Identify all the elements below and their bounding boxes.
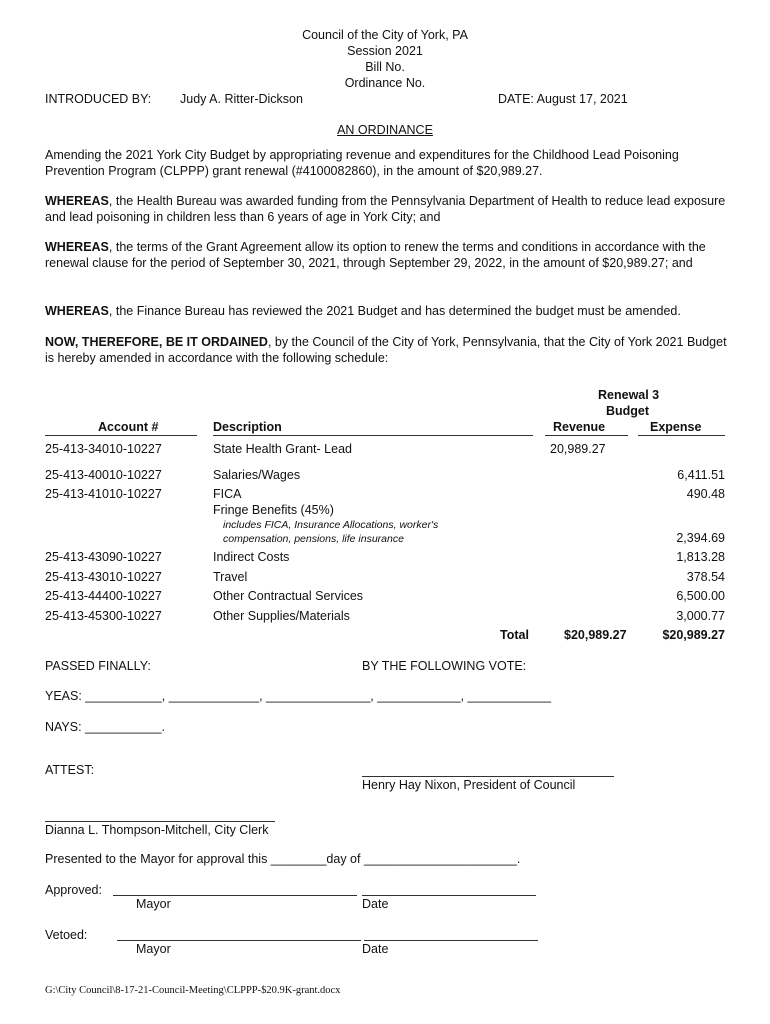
passed-finally-label: PASSED FINALLY: — [45, 659, 151, 673]
header-rule — [638, 435, 725, 436]
introduced-by-label: INTRODUCED BY: — [45, 92, 152, 106]
account-cell: 25-413-44400-10227 — [45, 589, 162, 603]
ordained-text: , by the Council of the City of York, Pennsylvania, that the City of York 2021 Budget is hereby amended in accordance with the following schedule: — [45, 335, 727, 365]
header-rule — [545, 435, 628, 436]
date-label: Date — [362, 897, 389, 911]
attest-label: ATTEST: — [45, 763, 95, 777]
council-heading: Council of the City of York, PA — [302, 28, 468, 42]
vetoed-date-line — [364, 940, 538, 941]
expense-cell: 378.54 — [686, 570, 725, 584]
col-header-account: Account # — [98, 420, 159, 434]
clerk-signature-line — [45, 821, 275, 822]
description-cell: Fringe Benefits (45%) — [213, 503, 334, 517]
mayor-label: Mayor — [136, 942, 171, 956]
fringe-amount: 2,394.69 — [676, 531, 725, 545]
fringe-note: compensation, pensions, life insurance — [223, 533, 404, 545]
table-row — [45, 503, 725, 519]
expense-cell: 490.48 — [686, 487, 725, 501]
presented-to-mayor: Presented to the Mayor for approval this ________day of ______________________. — [45, 852, 521, 866]
total-expense: $20,989.27 — [662, 628, 725, 642]
whereas-lead: WHEREAS — [45, 194, 109, 208]
whereas-text: , the terms of the Grant Agreement allow its option to renew the terms and conditions in accordance with the renewal clause for the period of September 30, 2021, through September 29, 2022, in the amount of $20,989.27; and — [45, 240, 706, 270]
clerk-name: Dianna L. Thompson-Mitchell, City Clerk — [45, 823, 269, 837]
total-label: Total — [500, 628, 529, 642]
whereas-paragraph-1 — [45, 193, 730, 225]
table-row — [45, 468, 725, 484]
ordinance-date: DATE: August 17, 2021 — [498, 92, 628, 106]
vetoed-label: Vetoed: — [45, 928, 88, 942]
description-cell: Travel — [213, 570, 248, 584]
description-cell: State Health Grant- Lead — [213, 442, 352, 456]
ordained-lead: NOW, THEREFORE, BE IT ORDAINED — [45, 335, 268, 349]
account-cell: 25-413-43090-10227 — [45, 550, 162, 564]
session-line: Session 2021 — [347, 44, 423, 58]
document-title: AN ORDINANCE — [337, 123, 433, 137]
expense-cell: 6,411.51 — [677, 468, 725, 482]
table-row — [45, 570, 725, 586]
ordained-paragraph — [45, 334, 730, 366]
president-name: Henry Hay Nixon, President of Council — [362, 778, 576, 792]
whereas-paragraph-3 — [45, 303, 730, 319]
table-row — [45, 442, 725, 458]
by-vote-label: BY THE FOLLOWING VOTE: — [362, 659, 527, 673]
renewal-header: Renewal 3 — [598, 388, 660, 402]
bill-line: Bill No. — [365, 60, 405, 74]
description-cell: Indirect Costs — [213, 550, 290, 564]
expense-cell: 1,813.28 — [676, 550, 725, 564]
ordinance-summary: Amending the 2021 York City Budget by appropriating revenue and expenditures for the Childhood Lead Poisoning Prevention Program (CLPPP) grant renewal (#4100082860), in the amount of $20,989.27. — [45, 148, 679, 178]
description-cell: Other Supplies/Materials — [213, 609, 350, 623]
description-cell: Salaries/Wages — [213, 468, 301, 482]
account-cell: 25-413-43010-10227 — [45, 570, 162, 584]
ordinance-line: Ordinance No. — [344, 76, 426, 90]
budget-header: Budget — [606, 404, 650, 418]
table-row — [45, 609, 725, 625]
expense-cell: 3,000.77 — [676, 609, 725, 623]
col-header-description: Description — [213, 420, 282, 434]
table-row — [45, 487, 725, 503]
approved-date-line — [362, 895, 536, 896]
account-cell: 25-413-34010-10227 — [45, 442, 162, 456]
table-row — [45, 550, 725, 566]
fringe-note: includes FICA, Insurance Allocations, worker's — [223, 519, 439, 531]
file-path-footer: G:\City Council\8-17-21-Council-Meeting\CLPPP-$20.9K-grant.docx — [45, 985, 341, 996]
whereas-text: , the Finance Bureau has reviewed the 2021 Budget and has determined the budget must be amended. — [108, 304, 681, 318]
expense-cell: 6,500.00 — [676, 589, 725, 603]
revenue-cell: 20,989.27 — [550, 442, 606, 456]
approved-label: Approved: — [45, 883, 102, 897]
vetoed-mayor-line — [117, 940, 361, 941]
introducer-name: Judy A. Ritter-Dickson — [180, 92, 303, 106]
whereas-text: , the Health Bureau was awarded funding from the Pennsylvania Department of Health to reduce lead exposure and lead poisoning in children less than 6 years of age in York City; and — [45, 194, 726, 224]
description-cell: FICA — [213, 487, 242, 501]
nays-line: NAYS: ___________. — [45, 720, 166, 734]
yeas-line: YEAS: ___________, _____________, _______________, ____________, ____________ — [45, 689, 552, 703]
col-header-revenue: Revenue — [553, 420, 606, 434]
table-row — [45, 589, 725, 605]
account-cell: 25-413-40010-10227 — [45, 468, 162, 482]
whereas-lead: WHEREAS — [45, 304, 109, 318]
mayor-label: Mayor — [136, 897, 171, 911]
whereas-paragraph-2 — [45, 239, 730, 271]
col-header-expense: Expense — [650, 420, 702, 434]
account-cell: 25-413-41010-10227 — [45, 487, 162, 501]
account-cell: 25-413-45300-10227 — [45, 609, 162, 623]
description-cell: Other Contractual Services — [213, 589, 364, 603]
header-rule — [45, 435, 197, 436]
president-signature-line — [362, 776, 614, 777]
approved-mayor-line — [113, 895, 357, 896]
date-label: Date — [362, 942, 389, 956]
whereas-lead: WHEREAS — [45, 240, 109, 254]
header-rule — [213, 435, 533, 436]
total-revenue: $20,989.27 — [564, 628, 627, 642]
